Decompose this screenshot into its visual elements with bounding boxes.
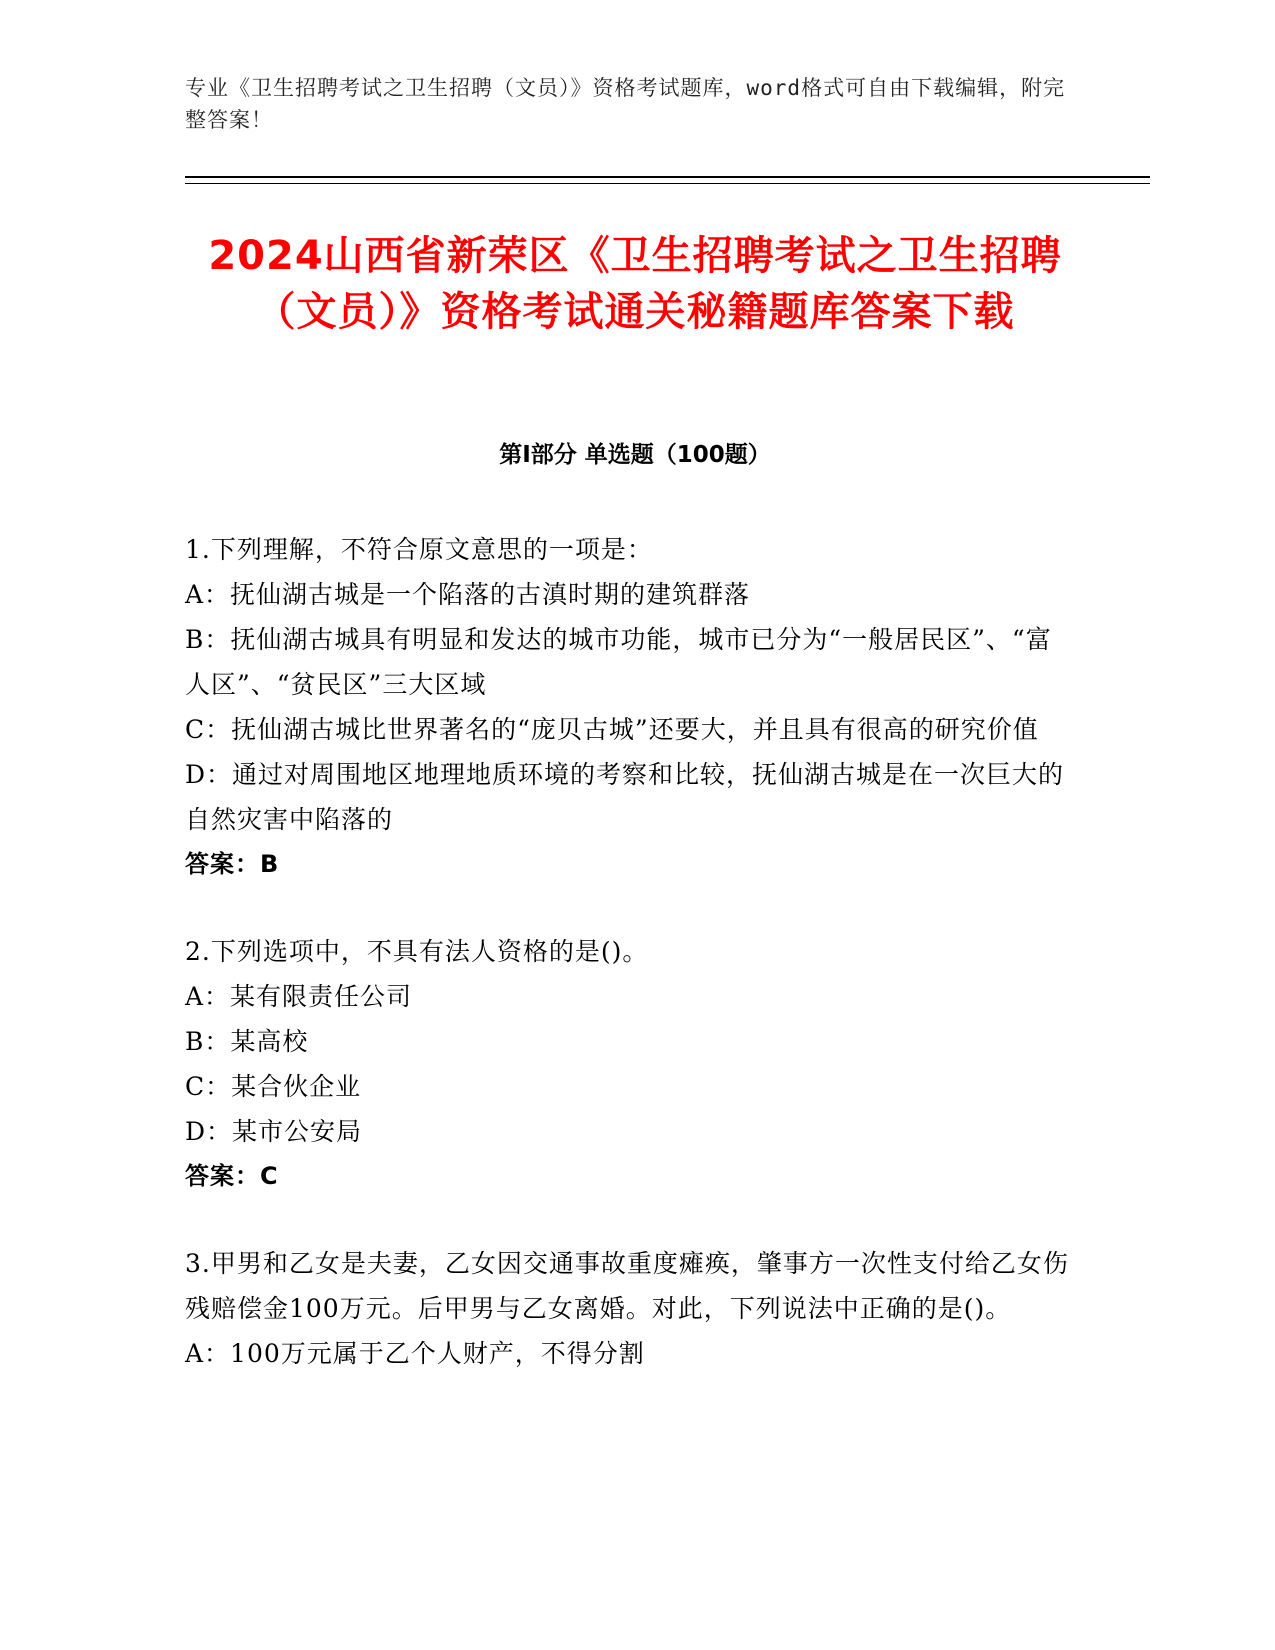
answer-line: [185, 1154, 1075, 1199]
option-a: A：100万元属于乙个人财产，不得分割: [185, 1339, 645, 1368]
question-stem: 1.下列理解，不符合原文意思的一项是：: [185, 535, 653, 564]
answer-value: C: [260, 1162, 279, 1190]
header-note: 专业《卫生招聘考试之卫生招聘（文员）》资格考试题库，word格式可自由下载编辑，附完整答案！: [185, 76, 1066, 132]
question-stem: 3.甲男和乙女是夫妻，乙女因交通事故重度瘫痪，肇事方一次性支付给乙女伤残赔偿金100万元。后甲男与乙女离婚。对此，下列说法中正确的是()。: [185, 1249, 1069, 1323]
question-stem: 2.下列选项中，不具有法人资格的是()。: [185, 937, 649, 966]
header-divider-thin: [185, 183, 1150, 184]
option-b: B：某高校: [185, 1027, 309, 1056]
question-3: [185, 1241, 1075, 1376]
option-b: B：抚仙湖古城具有明显和发达的城市功能，城市已分为“一般居民区”、“富人区”、“贫民区”三大区域: [185, 625, 1052, 699]
option-a: A：某有限责任公司: [185, 982, 413, 1011]
answer-value: B: [260, 850, 280, 878]
section-title: 第I部分 单选题（100题）: [499, 442, 771, 468]
option-d: D：某市公安局: [185, 1117, 363, 1146]
question-list: [185, 527, 1075, 1418]
option-d: D：通过对周围地区地理地质环境的考察和比较，抚仙湖古城是在一次巨大的自然灾害中陷落的: [185, 760, 1065, 834]
option-c: C：抚仙湖古城比世界著名的“庞贝古城”还要大，并且具有很高的研究价值: [185, 715, 1039, 744]
answer-line: [185, 842, 1075, 887]
question-1: [185, 527, 1075, 887]
header-divider-thick: [185, 176, 1150, 178]
answer-label: 答案：: [185, 850, 260, 878]
answer-label: 答案：: [185, 1162, 260, 1190]
option-c: C：某合伙企业: [185, 1072, 362, 1101]
option-a: A：抚仙湖古城是一个陷落的古滇时期的建筑群落: [185, 580, 751, 609]
question-2: [185, 929, 1075, 1199]
document-title: 2024山西省新荣区《卫生招聘考试之卫生招聘（文员）》资格考试通关秘籍题库答案下载: [208, 233, 1062, 335]
